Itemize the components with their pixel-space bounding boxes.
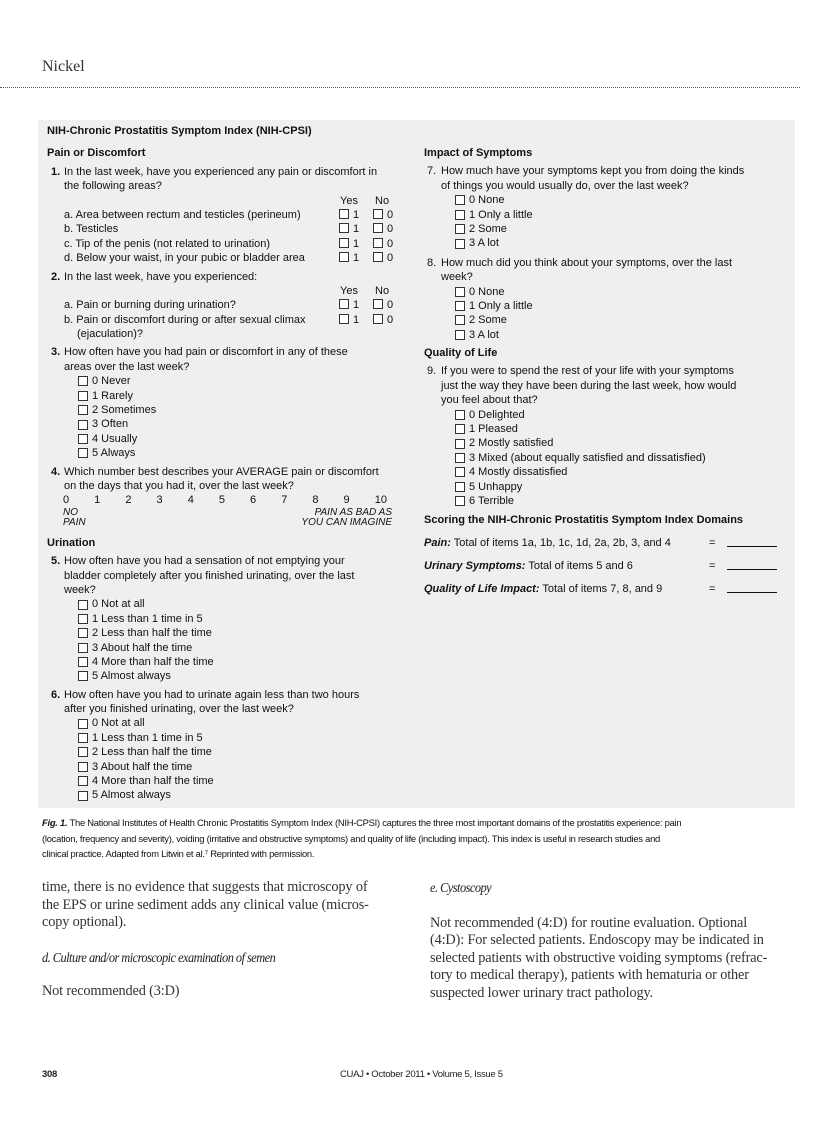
option-label: 1 Only a little: [469, 299, 533, 312]
checkbox[interactable]: [373, 252, 383, 262]
item-label: a. Pain or burning during urination?: [64, 299, 236, 312]
item-label: d. Below your waist, in your pubic or bladder area: [64, 252, 305, 265]
question-number: 5.: [51, 555, 61, 568]
option-label: 3 Mixed (about equally satisfied and dissatisfied): [469, 451, 706, 464]
yes-value: 1: [353, 299, 360, 312]
scoring-table: [424, 532, 789, 601]
question-text: areas over the last week?: [64, 360, 190, 373]
caption-label: Fig. 1.: [42, 817, 68, 828]
option-q5[interactable]: [47, 669, 412, 683]
para-line: selected patients with obstructive voiding symptoms (refrac-: [430, 949, 768, 966]
scoring-title: Scoring the NIH-Chronic Prostatitis Symptom Index Domains: [424, 514, 744, 527]
para-line: time, there is no evidence that suggests that microscopy of: [42, 879, 368, 895]
anchor-line: PAIN AS BAD AS: [314, 506, 392, 518]
option-q9[interactable]: [424, 494, 789, 508]
option-label: 5 Unhappy: [469, 480, 523, 493]
scale-value-9[interactable]: 9: [343, 494, 350, 507]
option-label: 0 Not at all: [92, 717, 145, 730]
option-q9[interactable]: [424, 465, 789, 479]
question-q3: [47, 345, 412, 359]
option-q7[interactable]: [424, 208, 789, 222]
question-text: just the way they have been during the last week, how would: [441, 379, 737, 392]
question-number: 7.: [427, 165, 437, 178]
option-label: 5 Always: [92, 447, 136, 460]
score-blank[interactable]: [727, 585, 777, 593]
checkbox[interactable]: [339, 223, 349, 233]
yes-value: 1: [353, 223, 360, 236]
item-label: c. Tip of the penis (not related to urination): [64, 237, 271, 250]
option-q6[interactable]: [47, 774, 412, 788]
question-text: Which number best describes your AVERAGE pain or discomfort: [64, 465, 379, 478]
checkbox[interactable]: [455, 301, 465, 311]
question-q1: [47, 165, 412, 179]
checkbox[interactable]: [78, 420, 88, 430]
option-label: 0 None: [469, 194, 505, 207]
question-text: In the last week, have you experienced any pain or discomfort in: [64, 165, 378, 178]
question-q7: [424, 179, 789, 193]
body-left-column: [42, 879, 412, 1001]
option-q3[interactable]: [47, 446, 412, 460]
question-text: week?: [64, 583, 96, 596]
symptom-item: [47, 251, 412, 265]
equals-sign: =: [709, 537, 716, 550]
question-q9: [424, 364, 789, 378]
no-checkbox[interactable]: [373, 222, 393, 236]
option-label: 2 Some: [469, 314, 507, 327]
checkbox[interactable]: [339, 209, 349, 219]
checkbox[interactable]: [373, 223, 383, 233]
journal-footer: CUAJ • October 2011 • Volume 5, Issue 5: [340, 1069, 503, 1080]
option-q5[interactable]: [47, 612, 412, 626]
option-q6[interactable]: [47, 716, 412, 730]
body-right-column: [430, 879, 800, 1002]
checkbox[interactable]: [78, 733, 88, 743]
item-label: b. Testicles: [64, 223, 119, 236]
question-text: you feel about that?: [441, 394, 538, 407]
question-text: If you were to spend the rest of your life with your symptoms: [441, 365, 734, 378]
yes-label: Yes: [340, 194, 358, 207]
yes-value: 1: [353, 208, 360, 221]
section-quality-of-life: Quality of Life: [424, 347, 498, 360]
question-number: 6.: [51, 688, 61, 701]
option-q6[interactable]: [47, 745, 412, 759]
scoring-label: [424, 536, 709, 550]
divider: [0, 87, 800, 88]
domain-items: Total of items 1a, 1b, 1c, 1d, 2a, 2b, 3, and 4: [450, 537, 671, 550]
option-label: 5 Almost always: [92, 670, 171, 683]
checkbox[interactable]: [78, 762, 88, 772]
checkbox[interactable]: [373, 238, 383, 248]
scale-value-8[interactable]: 8: [312, 494, 319, 507]
no-label: No: [375, 284, 390, 297]
section-urination: Urination: [47, 536, 96, 549]
question-number: 8.: [427, 256, 437, 269]
checkbox[interactable]: [455, 210, 465, 220]
checkbox[interactable]: [455, 287, 465, 297]
option-q8[interactable]: [424, 328, 789, 342]
checkbox[interactable]: [78, 791, 88, 801]
yes-checkbox[interactable]: [339, 208, 359, 222]
option-q5[interactable]: [47, 655, 412, 669]
caption-line: The National Institutes of Health Chronic Prostatitis Symptom Index (NIH-CPSI) captures the three most important domains of the prostatitis experience: pain: [67, 817, 682, 828]
option-label: 4 Mostly dissatisfied: [469, 466, 568, 479]
section-pain: Pain or Discomfort: [47, 147, 146, 160]
option-label: 3 About half the time: [92, 641, 193, 654]
option-q9[interactable]: [424, 480, 789, 494]
checkbox[interactable]: [455, 315, 465, 325]
question-number: 4.: [51, 465, 61, 478]
low-anchor: [63, 508, 86, 528]
scale-value-6[interactable]: 6: [250, 494, 257, 507]
option-label: 1 Pleased: [469, 423, 518, 436]
checkbox[interactable]: [78, 391, 88, 401]
para-line: suspected lower urinary tract pathology.: [430, 984, 653, 1001]
checkbox[interactable]: [78, 671, 88, 681]
checkbox[interactable]: [455, 439, 465, 449]
para-line: Not recommended (4:D) for routine evaluation. Optional: [430, 914, 748, 931]
high-anchor: [301, 508, 392, 528]
option-label: 4 Usually: [92, 432, 138, 445]
question-text: on the days that you had it, over the last week?: [64, 479, 294, 492]
option-label: 6 Terrible: [469, 494, 515, 507]
item-label: (ejaculation)?: [77, 328, 144, 341]
yes-value: 1: [353, 237, 360, 250]
caption-line: (location, frequency and severity), voiding (irritative and obstructive symptoms) and quality of life (including impact). This index is useful in research studies and: [42, 832, 661, 844]
option-label: 2 Some: [469, 222, 507, 235]
checkbox[interactable]: [455, 453, 465, 463]
option-label: 0 Delighted: [469, 408, 525, 421]
no-checkbox[interactable]: [373, 313, 393, 327]
question-text: How often have you had a sensation of not emptying your: [64, 555, 345, 568]
question-q5: [47, 554, 412, 568]
domain-items: Total of items 5 and 6: [525, 560, 633, 573]
yes-checkbox[interactable]: [339, 222, 359, 236]
scale-value-10[interactable]: 10: [374, 494, 387, 507]
option-q3[interactable]: [47, 417, 412, 431]
symptom-item: [47, 327, 412, 341]
scoring-row: [424, 532, 789, 555]
checkbox[interactable]: [373, 314, 383, 324]
checkbox[interactable]: [373, 299, 383, 309]
yes-checkbox[interactable]: [339, 313, 359, 327]
page-number: 308: [42, 1069, 57, 1080]
score-blank[interactable]: [727, 562, 777, 570]
question-text: How much did you think about your symptoms, over the last: [441, 256, 733, 269]
scoring-row: [424, 578, 789, 601]
checkbox[interactable]: [455, 224, 465, 234]
yes-checkbox[interactable]: [339, 251, 359, 265]
question-q6: [47, 702, 412, 716]
question-q5: [47, 569, 412, 583]
question-text: the following areas?: [64, 180, 162, 193]
option-q9[interactable]: [424, 451, 789, 465]
item-label: b. Pain or discomfort during or after sexual climax: [64, 313, 306, 326]
yes-checkbox[interactable]: [339, 298, 359, 312]
checkbox[interactable]: [78, 719, 88, 729]
checkbox[interactable]: [78, 448, 88, 458]
option-q3[interactable]: [47, 403, 412, 417]
option-q6[interactable]: [47, 788, 412, 802]
equals-sign: =: [709, 583, 716, 596]
heading-cystoscopy: e. Cystoscopy: [430, 880, 492, 895]
option-label: 2 Less than half the time: [92, 627, 212, 640]
option-q3[interactable]: [47, 374, 412, 388]
anchor-line: YOU CAN IMAGINE: [301, 516, 392, 528]
yes-value: 1: [353, 252, 360, 265]
symptom-item: [47, 222, 412, 236]
question-q4: [47, 465, 412, 479]
option-q7[interactable]: [424, 222, 789, 236]
question-q1: [47, 179, 412, 193]
option-label: 1 Less than 1 time in 5: [92, 612, 203, 625]
question-text: How often have you had to urinate again less than two hours: [64, 688, 360, 701]
checkbox[interactable]: [455, 330, 465, 340]
yes-label: Yes: [340, 284, 358, 297]
checkbox[interactable]: [339, 238, 349, 248]
scale-value-7[interactable]: 7: [281, 494, 288, 507]
option-label: 0 None: [469, 285, 505, 298]
no-value: 0: [387, 223, 394, 236]
question-q2: [47, 270, 412, 284]
checkbox[interactable]: [78, 405, 88, 415]
item-label: a. Area between rectum and testicles (perineum): [64, 208, 301, 221]
option-q5[interactable]: [47, 597, 412, 611]
para-line: tory to medical therapy), patients with hematuria or other: [430, 967, 749, 983]
question-text: How often have you had pain or discomfort in any of these: [64, 346, 348, 359]
checkbox[interactable]: [78, 776, 88, 786]
checkbox[interactable]: [339, 299, 349, 309]
no-value: 0: [387, 299, 394, 312]
checkbox[interactable]: [78, 434, 88, 444]
question-text: How much have your symptoms kept you from doing the kinds: [441, 165, 745, 178]
caption-line: clinical practice. Adapted from Litwin et al.⁷ Reprinted with permission.: [42, 848, 315, 859]
option-q8[interactable]: [424, 285, 789, 299]
option-label: 5 Almost always: [92, 789, 171, 802]
domain-name: Pain:: [424, 537, 451, 550]
checkbox[interactable]: [455, 482, 465, 492]
question-q9: [424, 393, 789, 407]
figure-title: NIH-Chronic Prostatitis Symptom Index (NIH-CPSI): [47, 125, 312, 137]
no-checkbox[interactable]: [373, 251, 393, 265]
option-label: 1 Only a little: [469, 208, 533, 221]
anchor-line: PAIN: [63, 516, 86, 528]
option-q5[interactable]: [47, 626, 412, 640]
question-text: bladder completely after you finished urinating, over the last: [64, 569, 355, 582]
option-q9[interactable]: [424, 422, 789, 436]
option-q9[interactable]: [424, 408, 789, 422]
checkbox[interactable]: [78, 657, 88, 667]
checkbox[interactable]: [78, 614, 88, 624]
option-label: 2 Mostly satisfied: [469, 437, 554, 450]
question-text: week?: [441, 271, 473, 284]
option-label: 1 Less than 1 time in 5: [92, 731, 203, 744]
scoring-label: [424, 582, 709, 596]
section-impact: Impact of Symptoms: [424, 147, 533, 159]
option-label: 3 A lot: [469, 328, 499, 341]
option-label: 3 A lot: [469, 237, 499, 250]
symptom-item: [47, 237, 412, 251]
scale-value-5[interactable]: 5: [218, 494, 225, 507]
symptom-item: [47, 298, 412, 312]
no-value: 0: [387, 208, 394, 221]
scale-value-2[interactable]: 2: [125, 494, 132, 507]
option-q5[interactable]: [47, 641, 412, 655]
checkbox[interactable]: [78, 643, 88, 653]
para-line: copy optional).: [42, 914, 127, 930]
score-blank[interactable]: [727, 539, 777, 547]
question-number: 9.: [427, 365, 437, 378]
scale-value-3[interactable]: 3: [156, 494, 163, 507]
no-value: 0: [387, 237, 394, 250]
pain-scale: [47, 493, 387, 507]
scale-value-1[interactable]: 1: [94, 494, 101, 507]
question-q6: [47, 688, 412, 702]
yes-checkbox[interactable]: [339, 237, 359, 251]
checkbox[interactable]: [455, 496, 465, 506]
yes-no-header: [47, 194, 412, 208]
question-q7: [424, 164, 789, 178]
question-q5: [47, 583, 412, 597]
no-checkbox[interactable]: [373, 298, 393, 312]
option-q9[interactable]: [424, 436, 789, 450]
heading-semen-culture: d. Culture and/or microscopic examination of semen: [42, 949, 276, 965]
symptom-item: [47, 313, 412, 327]
question-number: 1.: [51, 165, 61, 178]
para-line: Not recommended (3:D): [42, 983, 180, 999]
no-label: No: [375, 194, 390, 207]
checkbox[interactable]: [455, 467, 465, 477]
checkbox[interactable]: [455, 410, 465, 420]
option-label: 3 About half the time: [92, 760, 193, 773]
running-head: Nickel: [42, 58, 85, 75]
equals-sign: =: [709, 560, 716, 573]
option-q3[interactable]: [47, 389, 412, 403]
scoring-row: [424, 555, 789, 578]
domain-name: Quality of Life Impact:: [424, 583, 540, 596]
question-q8: [424, 270, 789, 284]
checkbox[interactable]: [455, 424, 465, 434]
no-checkbox[interactable]: [373, 237, 393, 251]
checkbox[interactable]: [78, 376, 88, 386]
checkbox[interactable]: [373, 209, 383, 219]
option-q6[interactable]: [47, 760, 412, 774]
option-label: 4 More than half the time: [92, 655, 214, 668]
domain-items: Total of items 7, 8, and 9: [539, 583, 663, 596]
option-q7[interactable]: [424, 236, 789, 250]
scale-anchors: [47, 508, 392, 528]
option-q7[interactable]: [424, 193, 789, 207]
question-q8: [424, 256, 789, 270]
option-q8[interactable]: [424, 299, 789, 313]
figure-caption: [42, 815, 802, 862]
option-label: 4 More than half the time: [92, 775, 214, 788]
anchor-line: NO: [63, 506, 78, 518]
yes-value: 1: [353, 313, 360, 326]
question-text: after you finished urinating, over the last week?: [64, 703, 294, 716]
option-label: 0 Not at all: [92, 598, 145, 611]
option-label: 2 Sometimes: [92, 404, 157, 417]
question-q4: [47, 479, 412, 493]
scale-value-0[interactable]: 0: [63, 494, 70, 507]
no-checkbox[interactable]: [373, 208, 393, 222]
yes-no-header: [47, 284, 412, 298]
checkbox[interactable]: [339, 252, 349, 262]
question-q9: [424, 379, 789, 393]
para-line: (4:D): For selected patients. Endoscopy may be indicated in: [430, 932, 764, 948]
checkbox[interactable]: [339, 314, 349, 324]
scale-value-4[interactable]: 4: [187, 494, 194, 507]
domain-name: Urinary Symptoms:: [424, 560, 526, 573]
scoring-label: [424, 559, 709, 573]
question-number: 3.: [51, 346, 61, 359]
checkbox[interactable]: [78, 628, 88, 638]
option-label: 2 Less than half the time: [92, 746, 212, 759]
checkbox[interactable]: [78, 600, 88, 610]
option-label: 3 Often: [92, 418, 129, 431]
question-number: 2.: [51, 270, 61, 283]
para-line: the EPS or urine sediment adds any clinical value (micros-: [42, 896, 369, 913]
option-q8[interactable]: [424, 313, 789, 327]
checkbox[interactable]: [455, 195, 465, 205]
option-label: 1 Rarely: [92, 389, 133, 402]
option-q6[interactable]: [47, 731, 412, 745]
symptom-item: [47, 208, 412, 222]
option-label: 0 Never: [92, 375, 131, 388]
figure-left-column: [47, 124, 412, 803]
question-q3: [47, 360, 412, 374]
question-text: of things you would usually do, over the last week?: [441, 179, 689, 192]
figure-right-column: [424, 146, 789, 601]
checkbox[interactable]: [455, 239, 465, 249]
no-value: 0: [387, 252, 394, 265]
option-q3[interactable]: [47, 432, 412, 446]
no-value: 0: [387, 313, 394, 326]
question-text: In the last week, have you experienced:: [64, 270, 258, 283]
checkbox[interactable]: [78, 747, 88, 757]
